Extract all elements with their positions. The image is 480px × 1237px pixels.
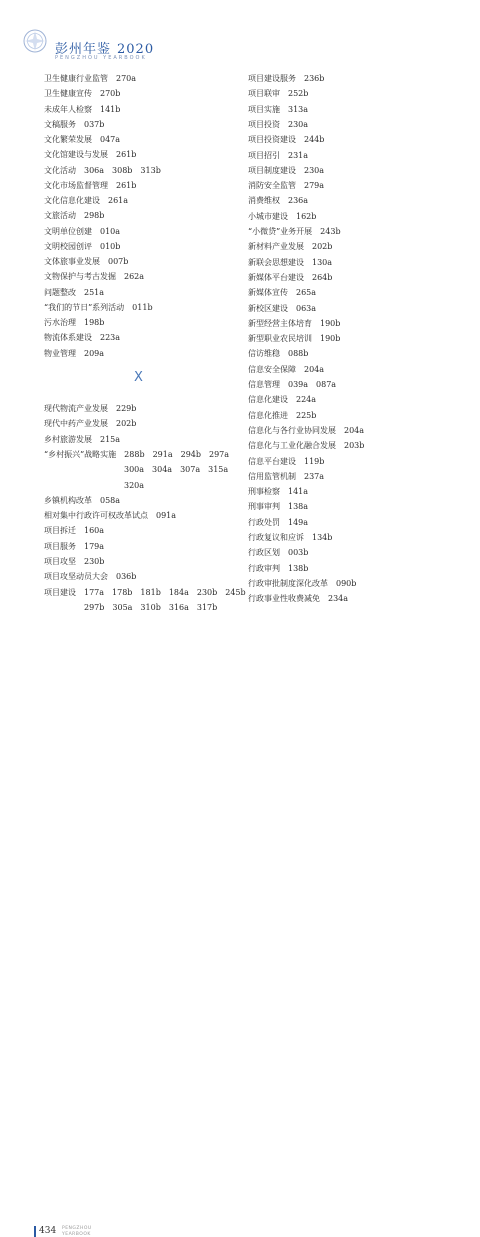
index-entry: 小城市建设 162b bbox=[248, 211, 317, 221]
index-entry: 新型经营主体培育 190b bbox=[248, 318, 341, 328]
index-entry: 消费维权 236a bbox=[248, 196, 309, 206]
index-entry: 项目攻坚动员大会 036b bbox=[44, 572, 137, 582]
index-entry: 未成年人检察 141b bbox=[44, 104, 121, 114]
yearbook-subtitle: PENGZHOU YEARBOOK bbox=[55, 55, 147, 61]
index-entry: 信息化与工业化融合发展 203b bbox=[248, 441, 365, 451]
index-entry: 消防安全监管 279a bbox=[248, 181, 325, 191]
index-entry: 相对集中行政许可权改革试点 091a bbox=[44, 511, 177, 521]
index-entry: 信息管理 039a 087a bbox=[248, 380, 337, 389]
index-entry: 文化市场监督管理 261b bbox=[44, 180, 137, 190]
index-entry: 新媒体宣传 265a bbox=[248, 288, 317, 298]
index-entry: 297b 305a 310b 316a 317b bbox=[44, 602, 218, 612]
index-entry: 文明校园创评 010b bbox=[44, 241, 121, 251]
index-entry: 文稿服务 037b bbox=[44, 119, 105, 129]
index-entry: 新校区建设 063a bbox=[248, 303, 317, 313]
index-entry: 信息平台建设 119b bbox=[248, 456, 325, 466]
page-header bbox=[0, 0, 480, 62]
footer-accent-bar bbox=[34, 1226, 36, 1237]
yearbook-year: 2020 bbox=[117, 42, 155, 57]
index-entry: 项目投资 230a bbox=[248, 119, 309, 129]
index-entry: 物业管理 209a bbox=[44, 348, 105, 358]
index-entry: 项目建设 177a 178b 181b 184a 230b 245b bbox=[44, 587, 246, 597]
index-entry: 文化活动 306a 308b 313b bbox=[44, 165, 161, 175]
index-entry: 刑事审判 138a bbox=[248, 502, 309, 512]
index-entry: 行政区划 003b bbox=[248, 548, 309, 558]
yearbook-title: 彭州年鉴 bbox=[55, 42, 112, 57]
index-entry: 项目服务 179a bbox=[44, 541, 105, 551]
section-letter-x: X bbox=[134, 370, 143, 385]
index-entry: 乡村旅游发展 215a bbox=[44, 434, 121, 444]
index-entry: 项目招引 231a bbox=[248, 150, 309, 160]
index-entry: 项目拆迁 160a bbox=[44, 526, 105, 536]
index-entry: 文物保护与考古发掘 262a bbox=[44, 272, 145, 282]
index-entry: 新型职业农民培训 190b bbox=[248, 334, 341, 344]
index-entry: “我们的节日”系列活动 011b bbox=[44, 302, 153, 312]
page-footer bbox=[0, 612, 480, 1237]
index-entry: 文体旅事业发展 007b bbox=[44, 257, 129, 266]
footer-name-line2: YEARBOOK bbox=[62, 1232, 91, 1237]
index-entry: 新媒体平台建设 264b bbox=[248, 272, 333, 282]
yearbook-emblem-icon bbox=[23, 29, 47, 53]
index-entry: 项目联审 252b bbox=[248, 89, 309, 99]
index-entry: 刑事检察 141a bbox=[248, 487, 309, 497]
index-entry: 项目制度建设 230a bbox=[248, 165, 325, 175]
index-entry: 信息安全保障 204a bbox=[248, 364, 325, 374]
index-entry: 项目实施 313a bbox=[248, 104, 309, 114]
index-entry: 320a bbox=[44, 480, 145, 490]
index-entry: 卫生健康宣传 270b bbox=[44, 89, 121, 99]
index-entry: 行政复议和应诉 134b bbox=[248, 533, 333, 542]
index-entry: 物流体系建设 223a bbox=[44, 333, 121, 343]
index-entry: 现代中药产业发展 202b bbox=[44, 419, 137, 429]
index-entry: 文化馆建设与发展 261b bbox=[44, 150, 137, 160]
index-entry: 信访维稳 088b bbox=[248, 349, 309, 359]
index-entry: 信息化与各行业协同发展 204a bbox=[248, 425, 365, 435]
index-entry: 信息化推进 225b bbox=[248, 410, 317, 420]
index-entry: 300a 304a 307a 315a bbox=[44, 465, 229, 475]
index-entry: 项目攻坚 230b bbox=[44, 557, 105, 566]
index-entry: 文明单位创建 010a bbox=[44, 226, 121, 236]
index-entry: “小微贷”业务开展 243b bbox=[248, 227, 341, 236]
index-entry: 项目投资建设 244b bbox=[248, 135, 325, 145]
index-entry: 污水治理 198b bbox=[44, 318, 105, 327]
index-entry: 文旅活动 298b bbox=[44, 211, 105, 221]
index-entry: 行政审判 138b bbox=[248, 563, 309, 573]
index-entry: “乡村振兴”战略实施 288b 291a 294b 297a bbox=[44, 449, 230, 459]
index-entry: 乡镇机构改革 058a bbox=[44, 495, 121, 505]
index-entry: 新联会思想建设 130a bbox=[248, 257, 333, 267]
index-entry: 项目建设服务 236b bbox=[248, 74, 325, 83]
index-entry: 问题整改 251a bbox=[44, 287, 105, 297]
index-entry: 行政审批制度深化改革 090b bbox=[248, 578, 357, 588]
index-entry: 新材料产业发展 202b bbox=[248, 242, 333, 252]
index-entry: 信息化建设 224a bbox=[248, 395, 317, 405]
index-entry: 现代物流产业发展 229b bbox=[44, 404, 137, 413]
index-entry: 卫生健康行业监管 270a bbox=[44, 74, 137, 83]
index-entry: 行政事业性收费减免 234a bbox=[248, 594, 349, 604]
index-entry: 行政处罚 149a bbox=[248, 517, 309, 527]
index-entry: 文化繁荣发展 047a bbox=[44, 135, 121, 144]
index-entry: 信用监管机制 237a bbox=[248, 471, 325, 481]
footer-name-line1: PENGZHOU bbox=[62, 1226, 92, 1231]
page-number: 434 bbox=[39, 1226, 57, 1236]
index-entry: 文化信息化建设 261a bbox=[44, 196, 129, 205]
